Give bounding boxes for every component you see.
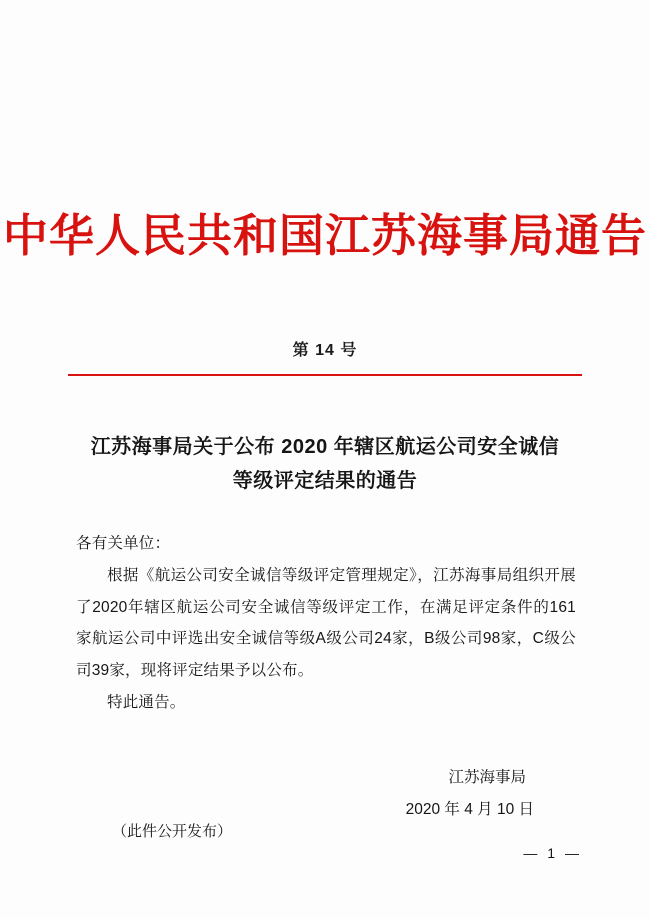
signature-block: [0, 762, 534, 826]
masthead-title: 中华人民共和国江苏海事局通告: [2, 209, 647, 262]
signature-date: 2020 年 4 月 10 日: [405, 800, 534, 818]
salutation: 各有关单位：: [76, 535, 171, 552]
page-title: 江苏海事局关于公布 2020 年辖区航运公司安全诚信等级评定结果的通告: [90, 436, 560, 492]
page-number: — 1 —: [523, 845, 582, 861]
publication-note: （此件公开发布）: [112, 823, 233, 840]
document-body: [76, 528, 576, 719]
signature-organization: 江苏海事局: [448, 769, 526, 786]
masthead: [0, 210, 650, 262]
body-paragraph-1: 根据《航运公司安全诚信等级评定管理规定》，江苏海事局组织开展了2020年辖区航运公司安全诚信等级评定工作，在满足评定条件的161家航运公司中评选出安全诚信等级A级公司24家，B级公司98家，C级公司39家，现将评定结果予以公布。: [76, 566, 576, 680]
document-number: 第 14 号: [292, 342, 358, 359]
red-divider-rule: [68, 374, 582, 376]
body-paragraph-2: 特此通告。: [107, 693, 186, 711]
